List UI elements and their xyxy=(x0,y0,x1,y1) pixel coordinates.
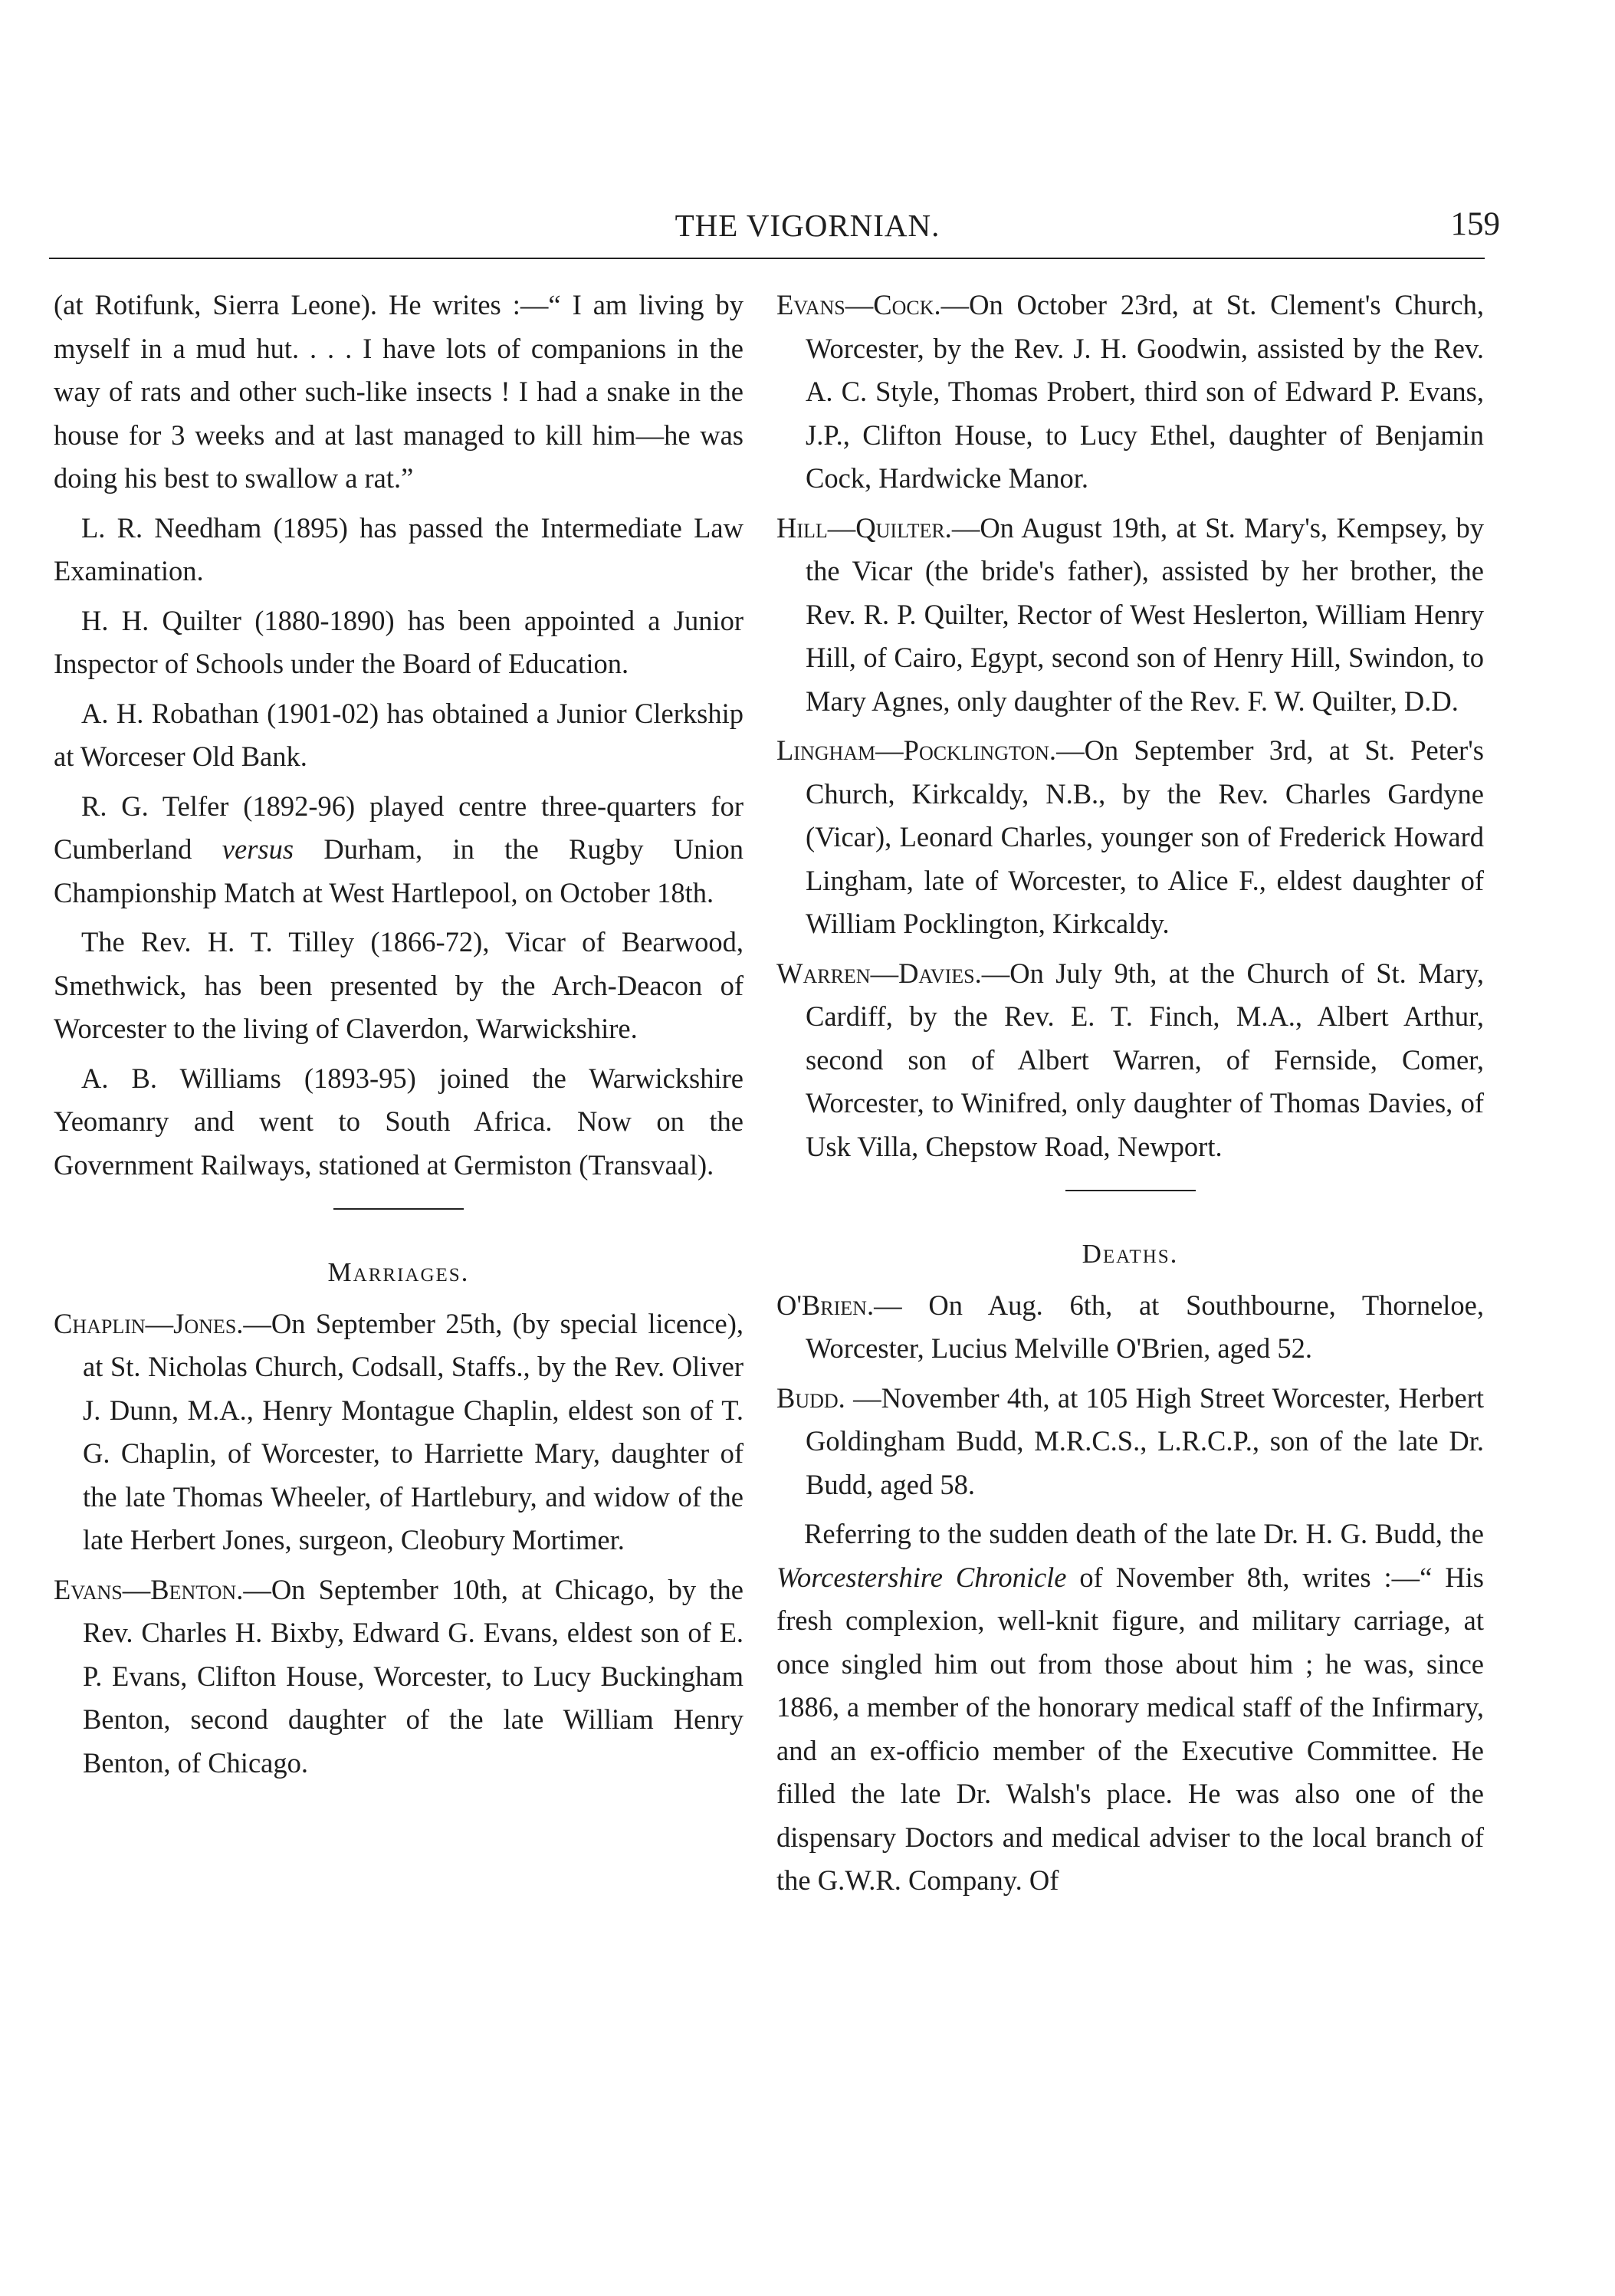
marriage-names: Evans—Benton. xyxy=(54,1573,244,1605)
marriage-names: Warren—Davies. xyxy=(776,957,982,989)
budd-tribute xyxy=(776,1513,1484,1903)
marriage-entry xyxy=(776,952,1484,1169)
note-telfer-italic: versus xyxy=(222,833,294,865)
marriage-entry xyxy=(776,729,1484,946)
note-williams: A. B. Williams (1893-95) joined the Warwickshire Yeomanry and went to South Africa. Now on the Government Railways, stationed at Germiston (Transvaal). xyxy=(54,1062,743,1181)
page-number: 159 xyxy=(1450,206,1500,242)
note-telfer xyxy=(54,785,743,915)
marriage-text: —On October 23rd, at St. Clement's Church, Worcester, by the Rev. J. H. Goodwin, assisted by the Rev. A. C. Style, Thomas Probert, third son of Edward P. Evans, J.P., Clifton House, to Lucy Ethel, daughter of Benjamin Cock, Hardwicke Manor. xyxy=(806,289,1484,494)
marriage-text: —On August 19th, at St. Mary's, Kempsey, by the Vicar (the bride's father), assisted by her brother, the Rev. R. P. Quilter, Rector of West Heslerton, William Henry Hill, of Cairo, Egypt, second son of Henry Hill, Swindon, to Mary Agnes, only daughter of the Rev. F. W. Quilter, D.D. xyxy=(806,511,1484,717)
running-title: THE VIGORNIAN. xyxy=(675,208,940,243)
note-continuation: (at Rotifunk, Sierra Leone). He writes :—“ I am living by myself in a mud hut. . . . I have lots of companions in the way of rats and other such-like insects ! I had a snake in the house for 3 weeks and at last managed to kill him—he was doing his best to swallow a rat.” xyxy=(54,289,743,494)
section-divider xyxy=(333,1208,464,1210)
marriage-entry xyxy=(54,1302,743,1562)
death-names: Budd. xyxy=(776,1381,845,1414)
right-column xyxy=(776,284,1484,1909)
death-entry xyxy=(776,1284,1484,1371)
marriage-names: Chaplin—Jones. xyxy=(54,1307,244,1339)
note-tilley: The Rev. H. T. Tilley (1866-72), Vicar of Bearwood, Smethwick, has been presented by the Arch-Deacon of Worcester to the living of Claverdon, Warwickshire. xyxy=(54,926,743,1044)
death-text: — On Aug. 6th, at Southbourne, Thorneloe, Worcester, Lucius Melville O'Brien, aged 52. xyxy=(806,1289,1484,1364)
marriage-text: —On July 9th, at the Church of St. Mary, Cardiff, by the Rev. E. T. Finch, M.A., Albert Arthur, second son of Albert Warren, of Fernside, Comer, Worcester, to Winifred, only daughter of Thomas Davies, of Usk Villa, Chepstow Road, Newport. xyxy=(806,957,1484,1162)
marriage-text: —On September 10th, at Chicago, by the Rev. Charles H. Bixby, Edward G. Evans, eldest son of E. P. Evans, Clifton House, Worcester, to Lucy Buckingham Benton, second daughter of the late William Henry Benton, of Chicago. xyxy=(83,1573,743,1779)
running-header xyxy=(0,202,1615,256)
marriage-entry xyxy=(776,507,1484,724)
note-robathan: A. H. Robathan (1901-02) has obtained a Junior Clerkship at Worceser Old Bank. xyxy=(54,697,743,772)
chronicle-title: Worcestershire Chronicle xyxy=(776,1561,1067,1593)
marriage-text: —On September 3rd, at St. Peter's Church, Kirkcaldy, N.B., by the Rev. Charles Gardyne (Vicar), Leonard Charles, younger son of Frederick Howard Lingham, late of Worcester, to Alice F., eldest daughter of William Pocklington, Kirkcaldy. xyxy=(806,734,1484,939)
death-text: —November 4th, at 105 High Street Worcester, Herbert Goldingham Budd, M.R.C.S., L.R.C.P., son of the late Dr. Budd, aged 58. xyxy=(806,1381,1484,1500)
deaths-heading: Deaths. xyxy=(1082,1239,1179,1269)
budd-tribute-text: Referring to the sudden death of the late Dr. H. G. Budd, the xyxy=(804,1518,1484,1549)
section-divider xyxy=(1065,1190,1196,1191)
death-entry xyxy=(776,1377,1484,1507)
note-quilter: H. H. Quilter (1880-1890) has been appointed a Junior Inspector of Schools under the Board of Education. xyxy=(54,604,743,679)
marriages-heading: Marriages. xyxy=(327,1257,470,1287)
note-telfer-text: R. G. Telfer (1892-96) played centre three-quarters for Cumberland xyxy=(54,790,743,865)
marriage-names: Lingham—Pocklington. xyxy=(776,734,1057,766)
death-names: O'Brien. xyxy=(776,1289,875,1321)
note-needham: L. R. Needham (1895) has passed the Intermediate Law Examination. xyxy=(54,511,743,586)
header-rule xyxy=(49,258,1485,259)
left-column xyxy=(54,284,743,1791)
marriage-entry xyxy=(776,284,1484,501)
note-telfer-text-end: Durham, in the Rugby Union Championship Match at West Hartlepool, on October 18th. xyxy=(54,833,744,908)
budd-tribute-text-end: of November 8th, writes :—“ His fresh complexion, well-knit figure, and military carriage, at once singled him out from those about him ; he was, since 1886, a member of the honorary medical staff of the Infirmary, and an ex-officio member of the Executive Committee. He filled the late Dr. Walsh's place. He was also one of the dispensary Doctors and medical adviser to the local branch of the G.W.R. Company. Of xyxy=(776,1561,1484,1896)
marriage-names: Hill—Quilter. xyxy=(776,511,952,544)
marriage-text: —On September 25th, (by special licence), at St. Nicholas Church, Codsall, Staffs., by the Rev. Oliver J. Dunn, M.A., Henry Montague Chaplin, eldest son of T. G. Chaplin, of Worcester, to Harriette Mary, daughter of the late Thomas Wheeler, of Hartlebury, and widow of the late Herbert Jones, surgeon, Cleobury Mortimer. xyxy=(83,1307,743,1555)
marriage-entry xyxy=(54,1568,743,1785)
marriage-names: Evans—Cock. xyxy=(776,289,941,320)
